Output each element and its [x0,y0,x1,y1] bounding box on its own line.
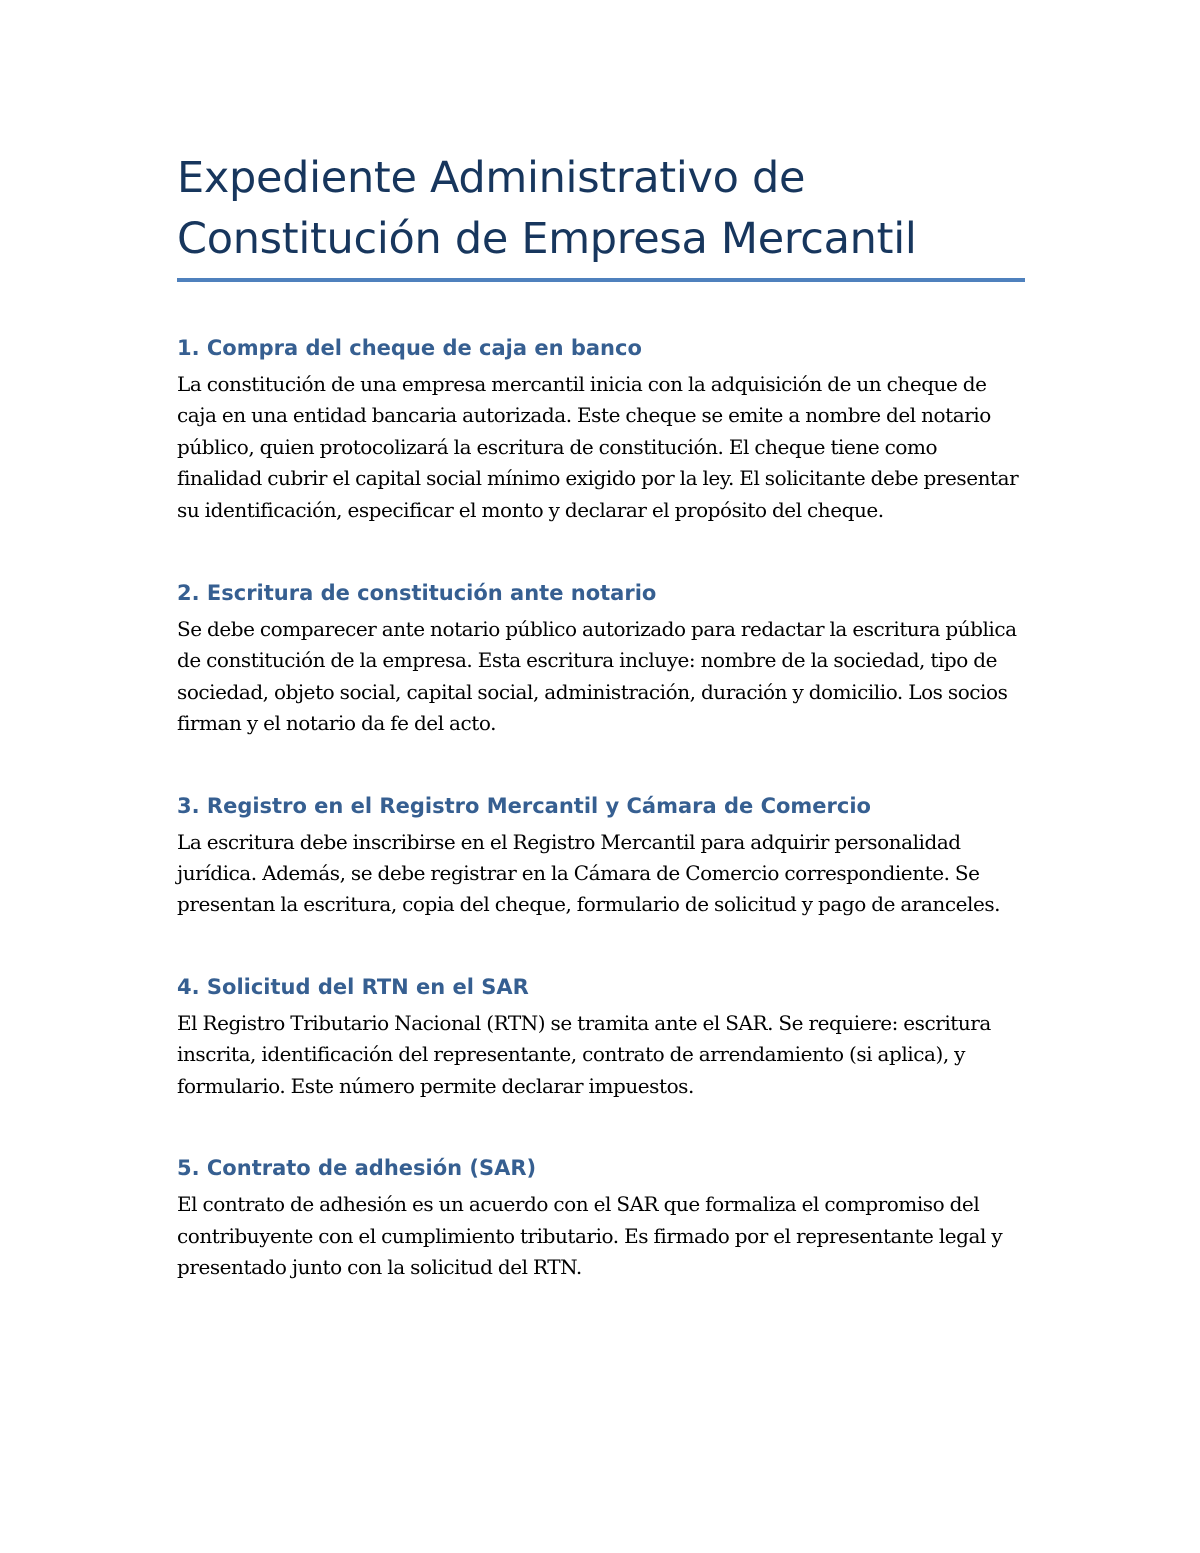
section-heading: 3. Registro en el Registro Mercantil y Cámara de Comercio [177,793,871,818]
section-body: La constitución de una empresa mercantil inicia con la adquisición de un cheque de caja en una entidad bancaria autorizada. Este cheque se emite a nombre del notario público, quien protocolizará la escritura de constitución. El cheque tiene como finalidad cubrir el capital social mínimo exigido por la ley. El solicitante debe presentar su identificación, especificar el monto y declarar el propósito del cheque. [177,372,1019,522]
section-heading: 2. Escritura de constitución ante notario [177,581,657,606]
title-line-2: Constitución de Empresa Mercantil [177,214,917,264]
section-heading: 4. Solicitud del RTN en el SAR [177,974,529,999]
section-body: El Registro Tributario Nacional (RTN) se tramita ante el SAR. Se requiere: escritura inscrita, identificación del representante, contrato de arrendamiento (si aplica), y formulario. Este número permite declarar impuestos. [177,1010,991,1098]
section-compra-cheque [177,334,1025,526]
section-solicitud-rtn [177,973,1025,1102]
section-body: La escritura debe inscribirse en el Registro Mercantil para adquirir personalidad jurídica. Además, se debe registrar en la Cámara de Comercio correspondiente. Se presentan la escritura, copia del cheque, formulario de solicitud y pago de aranceles. [177,829,1001,917]
section-contrato-adhesion [177,1154,1025,1283]
document-title [177,148,1025,270]
section-body: El contrato de adhesión es un acuerdo con el SAR que formaliza el compromiso del contribuyente con el cumplimiento tributario. Es firmado por el representante legal y presentado junto con la solicitud del RTN. [177,1192,1003,1279]
section-heading: 5. Contrato de adhesión (SAR) [177,1156,537,1181]
section-body: Se debe comparecer ante notario público autorizado para redactar la escritura pública de constitución de la empresa. Esta escritura incluye: nombre de la sociedad, tipo de sociedad, objeto social, capital social, administración, duración y domicilio. Los socios firman y el notario da fe del acto. [177,617,1017,736]
section-heading: 1. Compra del cheque de caja en banco [177,336,642,360]
section-escritura-constitucion [177,579,1025,740]
document-page [177,148,1025,1283]
section-registro-mercantil [177,792,1025,921]
title-divider [177,278,1025,282]
title-line-1: Expediente Administrativo de [177,153,806,203]
